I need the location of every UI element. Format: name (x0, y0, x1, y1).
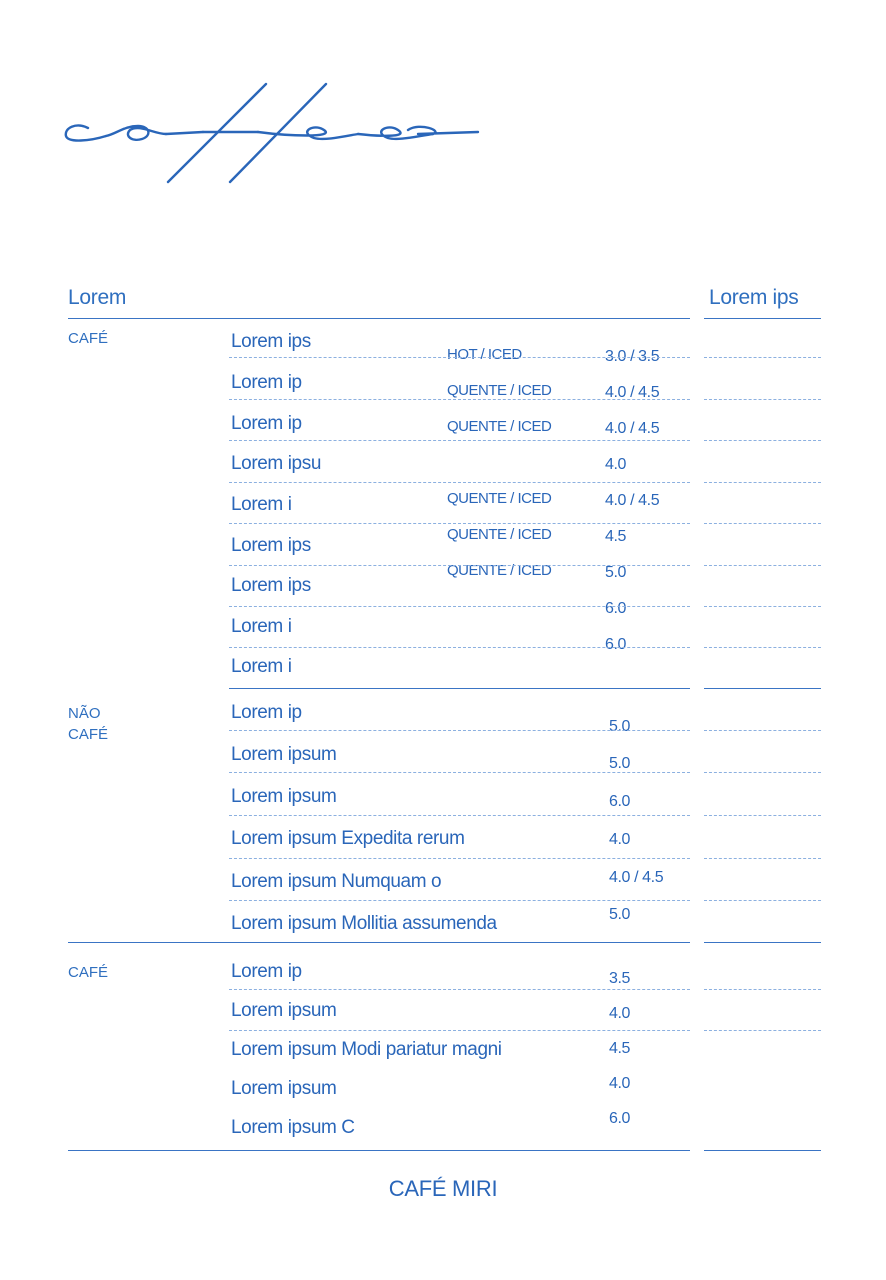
menu-item-name: Lorem i (231, 494, 292, 515)
dashed-divider (229, 1030, 690, 1031)
menu-item-name: Lorem ipsum (231, 786, 337, 807)
menu-item-name: Lorem ipsu (231, 453, 321, 474)
dashed-divider (229, 606, 690, 607)
menu-item-name: Lorem ip (231, 413, 302, 434)
dashed-divider-right (704, 357, 821, 358)
menu-item-name: Lorem ips (231, 535, 311, 556)
category-label: CAFÉ (68, 964, 109, 981)
menu-item-price: 4.0 / 4.5 (605, 492, 660, 509)
menu-item-price: 3.5 (609, 970, 631, 987)
menu-item-name: Lorem ipsum (231, 1000, 337, 1021)
menu-item-price: 4.0 (609, 1005, 631, 1022)
dashed-divider-right (704, 399, 821, 400)
menu-item-name: Lorem ips (231, 575, 311, 596)
menu-item-price: 5.0 (605, 564, 627, 581)
menu-item-price: 4.0 (605, 456, 627, 473)
section-rule-right (704, 942, 821, 943)
dashed-divider-right (704, 900, 821, 901)
dashed-divider-right (704, 606, 821, 607)
menu-item-price: 4.5 (609, 1040, 631, 1057)
menu-item-option: HOT / ICED (447, 346, 522, 363)
dashed-divider-right (704, 440, 821, 441)
menu-item-name: Lorem ipsum (231, 744, 337, 765)
menu-item-option: QUENTE / ICED (447, 526, 552, 543)
coffee-logo (58, 76, 488, 191)
menu-item-price: 6.0 (609, 1110, 631, 1127)
menu-item-price: 4.0 / 4.5 (609, 869, 664, 886)
category-label: CAFÉ (68, 330, 109, 347)
menu-item-name: Lorem ipsum C (231, 1117, 355, 1138)
header-rule-right (704, 318, 821, 319)
menu-item-price: 4.0 / 4.5 (605, 384, 660, 401)
menu-item-price: 4.0 (609, 831, 631, 848)
section-rule (68, 942, 690, 943)
dashed-divider (229, 900, 690, 901)
menu-item-price: 3.0 / 3.5 (605, 348, 660, 365)
section-rule (229, 688, 690, 689)
menu-item-option: QUENTE / ICED (447, 562, 552, 579)
menu-item-option: QUENTE / ICED (447, 490, 552, 507)
dashed-divider-right (704, 989, 821, 990)
menu-header-right: Lorem ips (709, 286, 799, 309)
dashed-divider-right (704, 815, 821, 816)
dashed-divider (229, 523, 690, 524)
dashed-divider (229, 815, 690, 816)
section-rule (68, 1150, 690, 1151)
menu-item-name: Lorem ip (231, 702, 302, 723)
header-rule-left (68, 318, 690, 319)
menu-item-name: Lorem ipsum Mollitia assumenda (231, 913, 497, 934)
menu-item-name: Lorem ipsum (231, 1078, 337, 1099)
menu-item-price: 6.0 (609, 793, 631, 810)
menu-item-option: QUENTE / ICED (447, 382, 552, 399)
menu-item-option: QUENTE / ICED (447, 418, 552, 435)
dashed-divider (229, 772, 690, 773)
dashed-divider-right (704, 482, 821, 483)
dashed-divider (229, 357, 690, 358)
menu-item-price: 5.0 (609, 718, 631, 735)
dashed-divider-right (704, 647, 821, 648)
menu-item-name: Lorem i (231, 616, 292, 637)
menu-item-name: Lorem ip (231, 961, 302, 982)
menu-item-name: Lorem ipsum Numquam o (231, 871, 442, 892)
footer-brand: CAFÉ MIRI (388, 1176, 498, 1201)
dashed-divider (229, 399, 690, 400)
section-rule-right (704, 1150, 821, 1151)
menu-item-price: 5.0 (609, 755, 631, 772)
dashed-divider-right (704, 772, 821, 773)
dashed-divider (229, 858, 690, 859)
dashed-divider-right (704, 730, 821, 731)
dashed-divider-right (704, 565, 821, 566)
dashed-divider-right (704, 1030, 821, 1031)
dashed-divider (229, 989, 690, 990)
menu-item-name: Lorem ipsum Modi pariatur magni (231, 1039, 502, 1060)
dashed-divider (229, 440, 690, 441)
menu-item-name: Lorem ipsum Expedita rerum (231, 828, 465, 849)
dashed-divider (229, 730, 690, 731)
menu-item-price: 6.0 (605, 600, 627, 617)
menu-header-left: Lorem (68, 286, 127, 309)
dashed-divider (229, 647, 690, 648)
dashed-divider-right (704, 858, 821, 859)
category-label: NÃO CAFÉ (68, 705, 109, 743)
menu-item-name: Lorem ip (231, 372, 302, 393)
menu-item-name: Lorem i (231, 656, 292, 677)
dashed-divider-right (704, 523, 821, 524)
menu-item-name: Lorem ips (231, 331, 311, 352)
dashed-divider (229, 565, 690, 566)
menu-item-price: 4.5 (605, 528, 627, 545)
menu-item-price: 6.0 (605, 636, 627, 653)
menu-item-price: 4.0 (609, 1075, 631, 1092)
menu-item-price: 5.0 (609, 906, 631, 923)
section-rule-right (704, 688, 821, 689)
menu-item-price: 4.0 / 4.5 (605, 420, 660, 437)
dashed-divider (229, 482, 690, 483)
